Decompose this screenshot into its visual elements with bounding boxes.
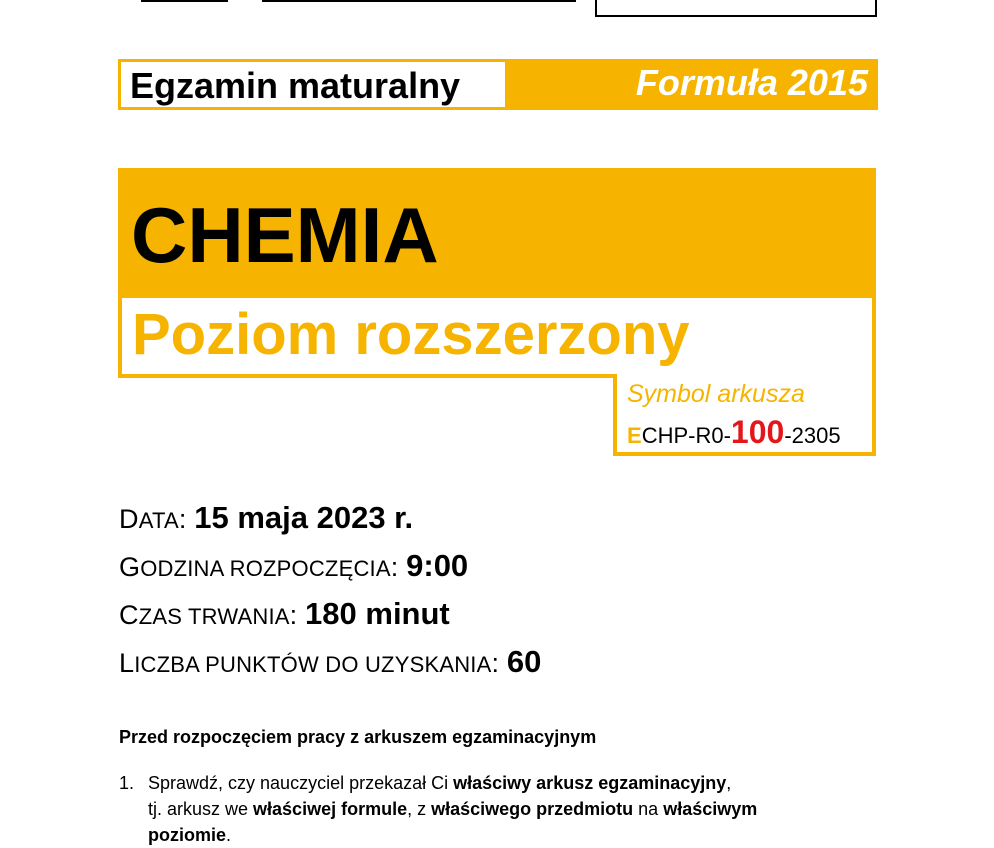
points-value: 60: [506, 644, 542, 679]
symbol-label: Symbol arkusza: [627, 380, 805, 408]
instruction-item: [148, 770, 868, 848]
exam-formula: Formuła 2015: [635, 62, 868, 103]
date-value: 15 maja 2023 r.: [194, 500, 414, 535]
start-value: 9:00: [406, 548, 469, 583]
start-colon: :: [390, 552, 407, 582]
exam-title: Egzamin maturalny: [130, 65, 461, 106]
symbol-box: [613, 374, 876, 456]
exam-banner: [118, 59, 878, 110]
instruction-bold: właściwy arkusz egzaminacyjny: [453, 773, 727, 793]
instruction-text: tj. arkusz we: [148, 799, 254, 819]
start-time-line: [119, 548, 468, 584]
date-label-rest: ATA: [138, 508, 179, 533]
date-line: [119, 500, 413, 536]
symbol-suffix: -2305: [784, 423, 841, 448]
instruction-bold: właściwego przedmiotu: [431, 799, 634, 819]
symbol-number: 100: [730, 414, 785, 450]
points-line: [119, 644, 541, 680]
symbol-code: [627, 414, 841, 454]
points-label-rest: ICZBA PUNKTÓW DO UZYSKANIA: [134, 652, 492, 677]
date-label-initial: D: [119, 504, 139, 534]
duration-value: 180 minut: [305, 596, 450, 631]
instructions-heading: Przed rozpoczęciem pracy z arkuszem egzaminacyjnym: [119, 727, 597, 747]
top-field-box: [595, 0, 877, 17]
instruction-text: ,: [726, 773, 732, 793]
subject-name: CHEMIA: [131, 191, 439, 279]
start-label-initial: G: [119, 552, 141, 582]
instruction-text: na: [633, 799, 664, 819]
instruction-number: 1.: [119, 773, 135, 793]
instruction-bold: właściwej formule: [253, 799, 408, 819]
duration-label-rest: ZAS TRWANIA: [138, 604, 290, 629]
top-field-line-short: [141, 0, 228, 2]
symbol-prefix-rest: CHP-R0-: [641, 423, 731, 448]
subject-block: [118, 168, 876, 295]
symbol-prefix-letter: E: [627, 423, 642, 448]
start-label-rest: ODZINA ROZPOCZĘCIA: [140, 556, 391, 581]
level-box: [118, 294, 876, 378]
instruction-text: .: [226, 825, 232, 845]
duration-colon: :: [289, 600, 306, 630]
level-text: Poziom rozszerzony: [132, 302, 690, 367]
exam-banner-title-box: [121, 62, 505, 107]
instruction-bold: poziomie: [148, 825, 227, 845]
duration-line: [119, 596, 450, 632]
date-colon: :: [178, 504, 195, 534]
instruction-bold: właściwym: [663, 799, 758, 819]
instruction-text: , z: [407, 799, 432, 819]
duration-label-initial: C: [119, 600, 139, 630]
instruction-text: Sprawdź, czy nauczyciel przekazał Ci: [148, 773, 454, 793]
points-colon: :: [491, 648, 507, 678]
top-field-line-long: [262, 0, 576, 2]
points-label-initial: L: [119, 648, 135, 678]
